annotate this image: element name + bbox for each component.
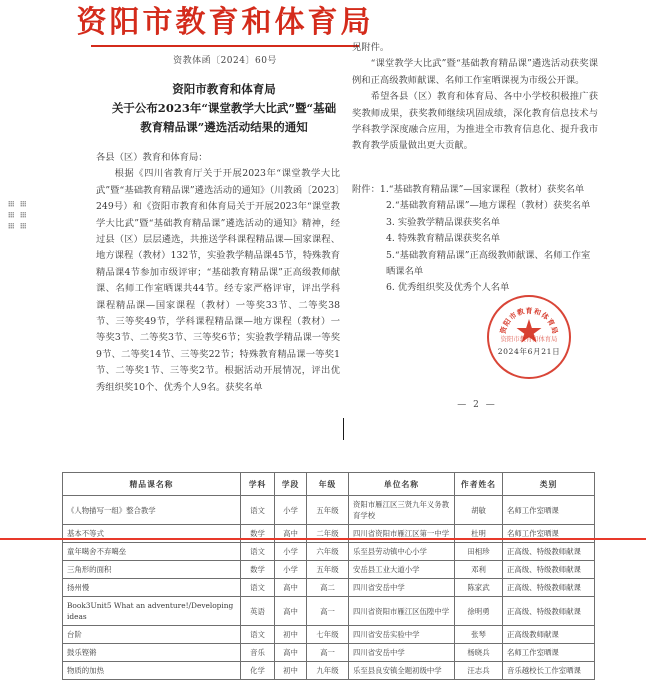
table-header-grade: 年级 xyxy=(307,473,349,496)
table-cell-stage: 小学 xyxy=(275,561,307,579)
table-cell-grade: 高一 xyxy=(307,597,349,626)
table-cell-grade: 二年级 xyxy=(307,525,349,543)
attachment-first-row xyxy=(352,182,602,198)
table-cell-subject: 语文 xyxy=(241,579,275,597)
table-header-stage: 学段 xyxy=(275,473,307,496)
table-header-type: 类别 xyxy=(503,473,595,496)
table-cell-stage: 初中 xyxy=(275,662,307,680)
table-row xyxy=(63,662,595,680)
table-cell-author: 田相珍 xyxy=(455,543,503,561)
table-header-name: 精品课名称 xyxy=(63,473,241,496)
attachment-items xyxy=(352,198,602,296)
table-row xyxy=(63,579,595,597)
table-cell-grade: 五年级 xyxy=(307,496,349,525)
table-cell-type: 音乐越校长工作室晒课 xyxy=(503,662,595,680)
attachment-item-2: 2.“基础教育精品课”—地方课程（教材）获奖名单 xyxy=(386,200,591,212)
table-cell-subject: 数学 xyxy=(241,561,275,579)
attachment-item-1: 1.“基础教育精品课”—国家课程（教材）获奖名单 xyxy=(379,184,585,195)
drag-dot xyxy=(8,223,14,229)
table-cell-grade: 五年级 xyxy=(307,561,349,579)
table-cell-grade: 高二 xyxy=(307,579,349,597)
table-cell-grade: 九年级 xyxy=(307,662,349,680)
table-cell-stage: 高中 xyxy=(275,579,307,597)
body-paragraph-1: 根据《四川省教育厅关于开展2023年“课堂教学大比武”暨“基础教育精品课”遴选活动的通知》（川教函〔2023〕249号）和《资阳市教育和体育局关于开展2023年“课堂教学大比武”暨“基础教育精品课”遴选活动的通知》精神，经过县（区）层层遴选，共推送学科课程精品课—国家课程、地方课程（教材）132节，实验教学精品课45节，特殊教育精品课4节参加市级评审；“基础教育精品课”正高级教师献课、名师工作室晒课共44节。经专家严格评审，评出学科课程精品课—国家课程（教材）一等奖33节、二等奖38节、三等奖49节，学科课程精品课—地方课程（教材）一等奖3节、二等奖3节、三等奖6节；实验教学精品课一等奖9节、二等奖14节、三等奖22节；特殊教育精品课一等奖1节、二等奖1节、三等奖2节。根据活动开展情况，评出优秀组织奖10个、优秀个人9名。获奖名单 xyxy=(96,168,340,393)
table-cell-unit: 四川省资阳市雁江区伍隍中学 xyxy=(349,597,455,626)
table-cell-name: Book3Unit5 What an adventure!/Developing ideas xyxy=(63,597,241,626)
masthead-red-rule xyxy=(91,45,359,47)
seal-arc-char: 局 xyxy=(549,325,560,335)
table-cell-stage: 高中 xyxy=(275,525,307,543)
masthead xyxy=(60,4,390,47)
table-cell-subject: 语文 xyxy=(241,543,275,561)
drag-dot xyxy=(8,212,14,218)
table-cell-subject: 化学 xyxy=(241,662,275,680)
body-paragraph-2: 见附件。 xyxy=(352,42,390,53)
table-cell-name: 物质的加热 xyxy=(63,662,241,680)
seal-arc-char: 教 xyxy=(515,306,526,318)
red-annotation-line xyxy=(0,538,646,540)
seal-arc-char: 育 xyxy=(525,306,533,315)
table-cell-subject: 英语 xyxy=(241,597,275,626)
table-row xyxy=(63,561,595,579)
attachment-item-6: 6. 优秀组织奖及优秀个人名单 xyxy=(386,282,510,294)
seal-arc-char: 体 xyxy=(539,310,551,322)
table-cell-type: 正高级、特级教师献课 xyxy=(503,579,595,597)
table-cell-stage: 小学 xyxy=(275,543,307,561)
body-paragraph-3: “课堂教学大比武”暨“基础教育精品课”遴选活动获奖课例和正高级教师献课、名师工作室晒课视为市级公开课。 xyxy=(352,58,598,86)
drag-dot xyxy=(20,201,26,207)
table-cell-author: 汪志兵 xyxy=(455,662,503,680)
table-cell-subject: 语文 xyxy=(241,626,275,644)
table-cell-author: 杨晓兵 xyxy=(455,644,503,662)
attachment-item-5: 5.“基础教育精品课”正高级教师献课、名师工作室 xyxy=(386,249,591,261)
table-cell-grade: 高一 xyxy=(307,644,349,662)
table-row xyxy=(63,644,595,662)
table-cell-name: 基本不等式 xyxy=(63,525,241,543)
table-cell-grade: 六年级 xyxy=(307,543,349,561)
attachment-list xyxy=(352,182,602,297)
drag-dot xyxy=(8,201,14,207)
table-cell-unit: 乐至县良安镇全题初级中学 xyxy=(349,662,455,680)
official-seal xyxy=(487,295,571,379)
table-cell-subject: 音乐 xyxy=(241,644,275,662)
table-cell-name: 鼓乐铿锵 xyxy=(63,644,241,662)
table-cell-unit: 安岳县工业大道小学 xyxy=(349,561,455,579)
document-number: 资教体函〔2024〕60号 xyxy=(173,56,277,66)
document-title-line-2: 关于公布2023年“课堂教学大比武”暨“基础 xyxy=(111,101,337,115)
seal-arc-char: 和 xyxy=(532,306,543,318)
table-header-row xyxy=(63,473,595,496)
masthead-org-name: 资阳市教育和体育局 xyxy=(76,5,374,40)
document-title-line-3: 教育精品课”遴选活动结果的通知 xyxy=(140,120,308,134)
table-cell-type: 正高级、特级教师献课 xyxy=(503,597,595,626)
table-cell-author: 陈家武 xyxy=(455,579,503,597)
table-row xyxy=(63,543,595,561)
table-cell-grade: 七年级 xyxy=(307,626,349,644)
table-cell-author: 徐明勇 xyxy=(455,597,503,626)
table-header-unit: 单位名称 xyxy=(349,473,455,496)
table-cell-unit: 四川省安岳中学 xyxy=(349,644,455,662)
table-cell-unit: 四川省资阳市雁江区第一中学 xyxy=(349,525,455,543)
document-title-line-1: 资阳市教育和体育局 xyxy=(172,82,276,96)
table-cell-author: 杜明 xyxy=(455,525,503,543)
body-column-right xyxy=(352,40,598,155)
table-cell-type: 名师工作室晒课 xyxy=(503,644,595,662)
table-cell-author: 邓利 xyxy=(455,561,503,579)
table-cell-name: 《人物描写一组》整合教学 xyxy=(63,496,241,525)
attachment-label: 附件： xyxy=(352,184,380,195)
table-cell-author: 胡敏 xyxy=(455,496,503,525)
table-row xyxy=(63,597,595,626)
table-cell-stage: 初中 xyxy=(275,626,307,644)
table-cell-stage: 高中 xyxy=(275,597,307,626)
body-column-left xyxy=(96,150,340,396)
document-page-2 xyxy=(0,452,646,675)
table-row xyxy=(63,496,595,525)
table-cell-type: 正高级教师献课 xyxy=(503,626,595,644)
document-title xyxy=(98,80,350,137)
table-cell-subject: 数学 xyxy=(241,525,275,543)
drag-dot xyxy=(20,223,26,229)
drag-dot xyxy=(20,212,26,218)
drag-handle[interactable] xyxy=(8,199,26,231)
table-header-author: 作者姓名 xyxy=(455,473,503,496)
table-cell-name: 扬州慢 xyxy=(63,579,241,597)
table-cell-type: 名师工作室晒课 xyxy=(503,496,595,525)
page-number: — 2 — xyxy=(457,400,497,410)
body-salutation: 各县（区）教育和体育局： xyxy=(96,152,208,163)
table-cell-unit: 四川省安岳实验中学 xyxy=(349,626,455,644)
body-paragraph-4: 希望各县（区）教育和体育局、各中小学校积极推广获奖教师成果，获奖教师继续巩固成绩，深化教育信息技术与学科教学深度融合应用，为推进全市教育信息化、提升我市教育教学质量做出更大贡献。 xyxy=(352,91,598,152)
text-cursor xyxy=(343,418,344,440)
table-header-subject: 学科 xyxy=(241,473,275,496)
table-cell-author: 张琴 xyxy=(455,626,503,644)
seal-arc-char: 市 xyxy=(507,310,519,322)
attachment-item-4: 4. 特殊教育精品课获奖名单 xyxy=(386,233,501,245)
table-cell-stage: 小学 xyxy=(275,496,307,525)
table-cell-name: 童年噶舍不弃噶垒 xyxy=(63,543,241,561)
table-cell-type: 名师工作室晒课 xyxy=(503,525,595,543)
seal-arc-char: 阳 xyxy=(501,316,513,328)
table-cell-type: 正高级、特级教师献课 xyxy=(503,561,595,579)
attachment-item-5-cont: 晒课名单 xyxy=(386,266,424,278)
table-cell-type: 正高级、特级教师献课 xyxy=(503,543,595,561)
table-cell-stage: 高中 xyxy=(275,644,307,662)
table-cell-unit: 资阳市雁江区三贤九年义务教育学校 xyxy=(349,496,455,525)
table-cell-name: 台阶 xyxy=(63,626,241,644)
table-cell-name: 三角形的面积 xyxy=(63,561,241,579)
award-result-table xyxy=(62,472,595,680)
seal-arc-char: 育 xyxy=(545,316,557,328)
seal-date-text: 2024年6月21日 xyxy=(497,347,561,357)
table-cell-subject: 语文 xyxy=(241,496,275,525)
table-row xyxy=(63,626,595,644)
table-cell-unit: 四川省安岳中学 xyxy=(349,579,455,597)
attachment-item-3: 3. 实验教学精品课获奖名单 xyxy=(386,216,501,228)
seal-org-text: 资阳市教育和体育局 xyxy=(500,335,558,343)
table-cell-unit: 乐至县劳动镇中心小学 xyxy=(349,543,455,561)
seal-arc-char: 资 xyxy=(498,325,509,335)
